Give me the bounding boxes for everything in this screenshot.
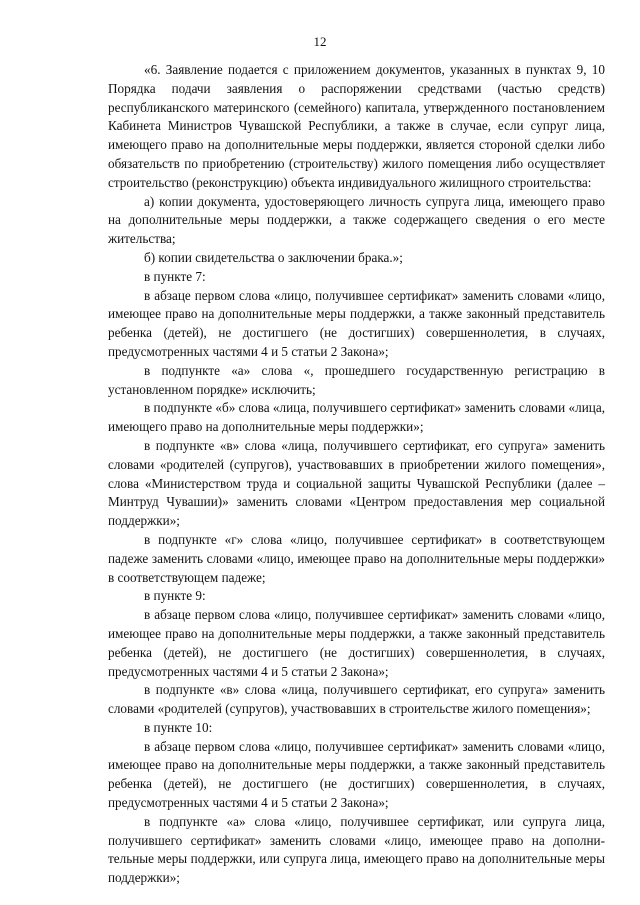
paragraph-point-9-first: в абзаце первом слова «лицо, получившее сертификат» заменить словами «лицо, имеющее право на дополнительные меры поддержки, а также законный представитель ребенка (детей), не достигшего (не достигших) совершеннолетия, в случаях, предусмотренных частями 4 и 5 статьи 2 Закона»; xyxy=(108,607,605,679)
page-number: 12 xyxy=(313,34,327,49)
paragraph-point-7-sub-b: в подпункте «б» слова «лица, получившего сертификат» заменить словами «лица, имеющего право на дополнительные меры поддержки»; xyxy=(108,400,605,435)
paragraph-point-7-heading: в пункте 7: xyxy=(144,268,206,284)
document-body xyxy=(108,61,605,888)
paragraph-point-9-heading: в пункте 9: xyxy=(144,588,206,604)
paragraph-point-9-sub-v: в подпункте «в» слова «лица, получившего сертификат, его супруга» заменить словами «родителей (супругов), участвовавших в строительстве жилого помещения»; xyxy=(108,682,605,717)
paragraph-subitem-a: а) копии документа, удостоверяющего личность супруга лица, имеющего право на дополнительные меры поддержки, а также содержащего сведения о его месте жительства; xyxy=(108,193,605,247)
paragraph-item-6: «6. Заявление подается с приложением документов, указанных в пунктах 9, 10 Порядка подачи заявления о распоряжении средствами (частью средств) республиканского материнского (семейного) капитала, утвержденного постановлением Кабинета Министров Чувашской Республики, а также в случае, если супруг лица, имеющего право на дополнительные меры поддержки, является стороной сделки либо обязательств по приобретению (строительству) жилого помещения либо осуществляет строительство (реконструкцию) объекта индивидуального жилищного строительства: xyxy=(108,62,605,190)
paragraph-point-7-sub-a: в подпункте «а» слова «, прошедшего государственную регистрацию в установленном порядке» исключить; xyxy=(108,362,605,397)
paragraph-point-10-first: в абзаце первом слова «лицо, получившее сертификат» заменить словами «лицо, имеющее право на дополнительные меры поддержки, а также законный представитель ребенка (детей), не достигшего (не достигших) совершеннолетия, в случаях, предусмотренных частями 4 и 5 статьи 2 Закона»; xyxy=(108,738,605,811)
paragraph-subitem-b: б) копии свидетельства о заключении брака.»; xyxy=(144,249,403,265)
paragraph-point-7-sub-g: в подпункте «г» слова «лицо, получившее сертификат» в соответствующем падеже заменить словами «лицо, имеющее право на дополнительные меры поддержки» в соответствующем падеже; xyxy=(108,531,605,585)
paragraph-point-10-heading: в пункте 10: xyxy=(144,719,213,735)
paragraph-point-7-sub-v: в подпункте «в» слова «лица, получившего сертификат, его супруга» заменить словами «родителей (супругов), участвовавших в приобретении жилого помещения», слова «Министерством труда и социальной защиты Чувашской Республики (далее – Минтруд Чувашии)» заменить словами «Центром предоставления мер социальной поддержки»; xyxy=(108,437,605,529)
paragraph-point-7-first: в абзаце первом слова «лицо, получившее сертификат» заменить словами «лицо, имеющее право на дополнительные меры поддержки, а также законный представитель ребенка (детей), не достигшего (не достигших) совершеннолетия, в случаях, предусмотренных частями 4 и 5 статьи 2 Закона»; xyxy=(108,287,605,359)
paragraph-point-10-sub-a: в подпункте «а» слова «лицо, получившее сертификат, или супруга лица, получившего сертификат» заменить словами «лицо, имеющее право на дополнительные меры поддержки, или супруга лица, имеющего право на дополнительные меры поддержки»; xyxy=(108,813,605,886)
